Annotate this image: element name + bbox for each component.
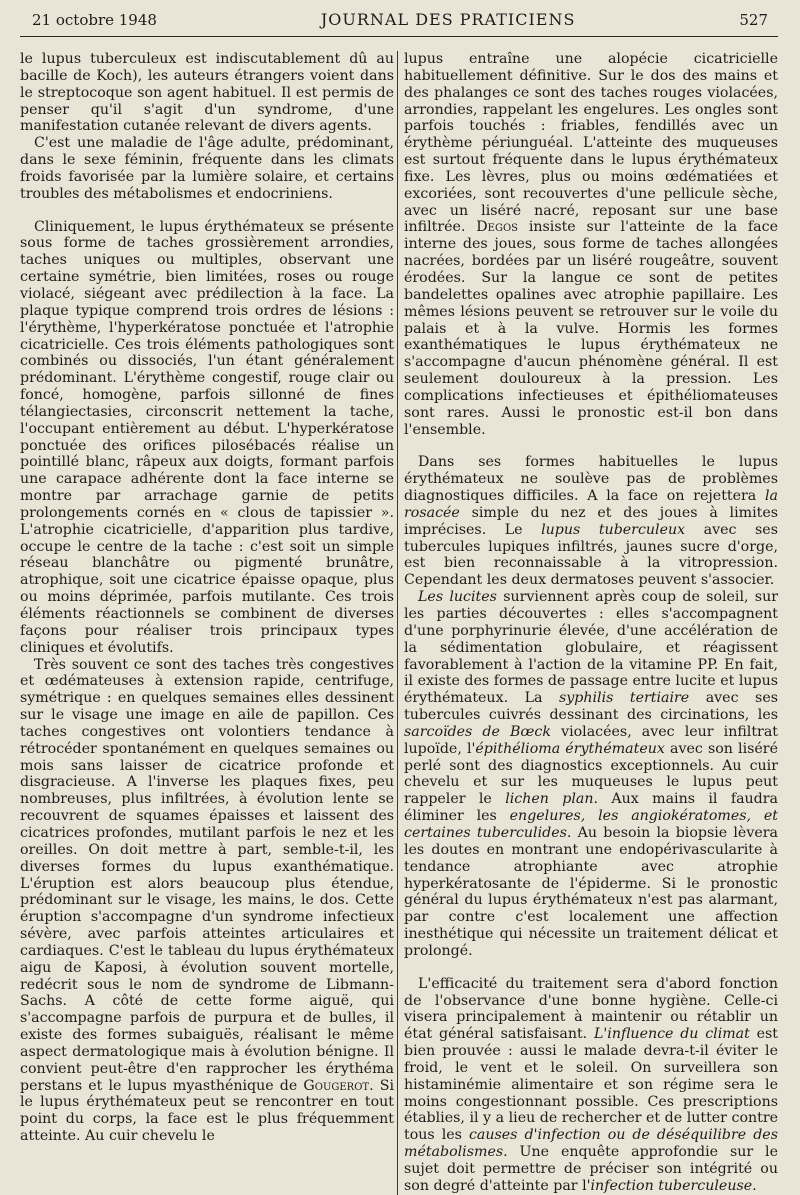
author-name: Gougerot <box>303 1077 370 1094</box>
paragraph: Dans ses formes habituelles le lupus érythémateux ne soulève pas de problèmes diagnostiques difficiles. A la face on rejettera la rosacée simple du nez et des joues à limites imprécises. Le lupus tuberculeux avec ses tubercules lupiques infiltrés, jaunes sucre d'orge, est bien reconnaissable à la vitropression. Cependant les deux dermatoses peuvent s'associer. <box>404 454 778 589</box>
header-date: 21 octobre 1948 <box>32 11 157 29</box>
text-columns <box>20 51 778 1195</box>
paragraph: Très souvent ce sont des taches très congestives et œdémateuses à extension rapide, centrifuge, symétrique : en quelques semaines elles dessinent sur le visage une image en aile de papillon. Ces taches congestives ont volontiers tendance à rétrocéder spontanément en quelques semaines ou mois sans laisser de cicatrice profonde et disgracieuse. A l'inverse les plaques fixes, peu nombreuses, plus infiltrées, à évolution lente se recouvrent de squames épaisses et laissent des cicatrices profondes, mutilant parfois le nez et les oreilles. On doit mettre à part, semble-t-il, les diverses formes du lupus exanthématique. L'éruption est alors beaucoup plus étendue, prédominant sur le visage, les mains, le dos. Cette éruption s'accompagne d'un syndrome infectieux sévère, avec parfois atteintes articulaires et cardiaques. C'est le tableau du lupus érythémateux aigu de Kaposi, à évolution souvent mortelle, redécrit sous le nom de syndrome de Libmann-Sachs. A côté de cette forme aiguë, qui s'accompagne parfois de purpura et de bulles, il existe des formes subaiguës, réalisant le même aspect dermatologique mais à évolution bénigne. Il convient peut-être d'en rapprocher les érythéma perstans et le lupus myasthénique de Gougerot. Si le lupus érythémateux peut se rencontrer en tout point du corps, la face est le plus fréquemment atteinte. Au cuir chevelu le <box>20 656 394 1145</box>
right-column <box>404 51 778 1195</box>
paragraph: L'efficacité du traitement sera d'abord fonction de l'observance d'une bonne hygiène. Celle-ci visera principalement à maintenir ou rétablir un état général satisfaisant. L'influence du climat est bien prouvée : aussi le malade devra-t-il éviter le froid, le vent et le soleil. On surveillera son histaminémie alimentaire et son régime sera le moins congestionnant possible. Ces prescriptions établies, il y a lieu de rechercher et de lutter contre tous les causes d'infection ou de déséquilibre des métabolismes. Une enquête approfondie sur le sujet doit permettre de préciser son intégrité ou son degré d'atteinte par l'infection tuberculeuse. <box>404 975 778 1194</box>
author-name: Degos <box>476 219 518 236</box>
paragraph: Les lucites surviennent après coup de soleil, sur les parties découvertes : elles s'accompagnent d'une porphyrinurie élevée, d'une accélération de la sédimentation globulaire, et réagissent favorablement à l'action de la vitamine PP. En fait, il existe des formes de passage entre lucite et lupus érythémateux. La syphilis tertiaire avec ses tubercules cuivrés dessinant des circinations, les sarcoïdes de Bœck violacées, avec leur infiltrat lupoïde, l'épithélioma érythémateux avec son liséré perlé sont des diagnostics exceptionnels. Au cuir chevelu et sur les muqueuses le lupus peut rappeler le lichen plan. Aux mains il faudra éliminer les engelures, les angiokératomes, et certaines tuberculides. Au besoin la biopsie lèvera les doutes en montrant une endopérivascularite à tendance atrophiante avec atrophie hyperkératosante de l'épiderme. Si le pronostic général du lupus érythémateux n'est pas alarmant, par contre c'est localement une affection inesthétique qui nécessite un traitement délicat et prolongé. <box>404 589 778 959</box>
column-rule <box>397 51 398 1195</box>
page-number: 527 <box>739 11 768 29</box>
left-column <box>20 51 394 1195</box>
running-header <box>20 10 778 37</box>
paragraph: Cliniquement, le lupus érythémateux se présente sous forme de taches grossièrement arrondies, taches uniques ou multiples, observant une certaine symétrie, bien limitées, roses ou rouge violacé, siégeant avec prédilection à la face. La plaque typique comprend trois ordres de lésions : l'érythème, l'hyperkératose ponctuée et l'atrophie cicatricielle. Ces trois éléments pathologiques sont combinés ou dissociés, l'un étant généralement prédominant. L'érythème congestif, rouge clair ou foncé, homogène, parfois sillonné de fines télangiectasies, circonscrit nettement la tache, l'occupant entièrement au début. L'hyperkératose ponctuée des orifices pilosébacés réalise un pointillé blanc, râpeux aux doigts, formant parfois une carapace adhérente dont la face interne se montre par arrachage garnie de petits prolongements cornés en « clous de tapissier ». L'atrophie cicatricielle, d'apparition plus tardive, occupe le centre de la tache : c'est soit un simple réseau blanchâtre ou pigmenté brunâtre, atrophique, soit une cicatrice épaisse opaque, plus ou moins déprimée, parfois mutilante. Ces trois éléments réactionnels se combinent de diverses façons pour réaliser trois principaux types cliniques et évolutifs. <box>20 218 394 656</box>
paragraph: le lupus tuberculeux est indiscutablement dû au bacille de Koch), les auteurs étrangers voient dans le streptocoque son agent habituel. Il est permis de penser qu'il s'agit d'un syndrome, d'une manifestation cutanée relevant de divers agents. <box>20 51 394 135</box>
paragraph: lupus entraîne une alopécie cicatricielle habituellement définitive. Sur le dos des mains et des phalanges ce sont des taches rouges violacées, arrondies, rappelant les engelures. Les ongles sont parfois touchés : friables, fendillés avec un érythème périunguéal. L'atteinte des muqueuses est surtout fréquente dans le lupus érythémateux fixe. Les lèvres, plus ou moins œdématiées et excoriées, sont recouvertes d'une pellicule sèche, avec un liséré nacré, reposant sur une base infiltrée. Degos insiste sur l'atteinte de la face interne des joues, sous forme de taches allongées nacrées, bordées par un liséré rougeâtre, souvent érodées. Sur la langue ce sont de petites bandelettes opalines avec atrophie papillaire. Les mêmes lésions peuvent se retrouver sur le voile du palais et à la vulve. Hormis les formes exanthématiques le lupus érythémateux ne s'accompagne d'aucun phénomène général. Il est seulement douloureux à la pression. Les complications infectieuses et épithéliomateuses sont rares. Aussi le pronostic est-il bon dans l'ensemble. <box>404 51 778 438</box>
paragraph: C'est une maladie de l'âge adulte, prédominant, dans le sexe féminin, fréquente dans les climats froids favorisée par la lumière solaire, et certains troubles des métabolismes et endocriniens. <box>20 135 394 202</box>
journal-title: JOURNAL DES PRATICIENS <box>320 10 576 29</box>
